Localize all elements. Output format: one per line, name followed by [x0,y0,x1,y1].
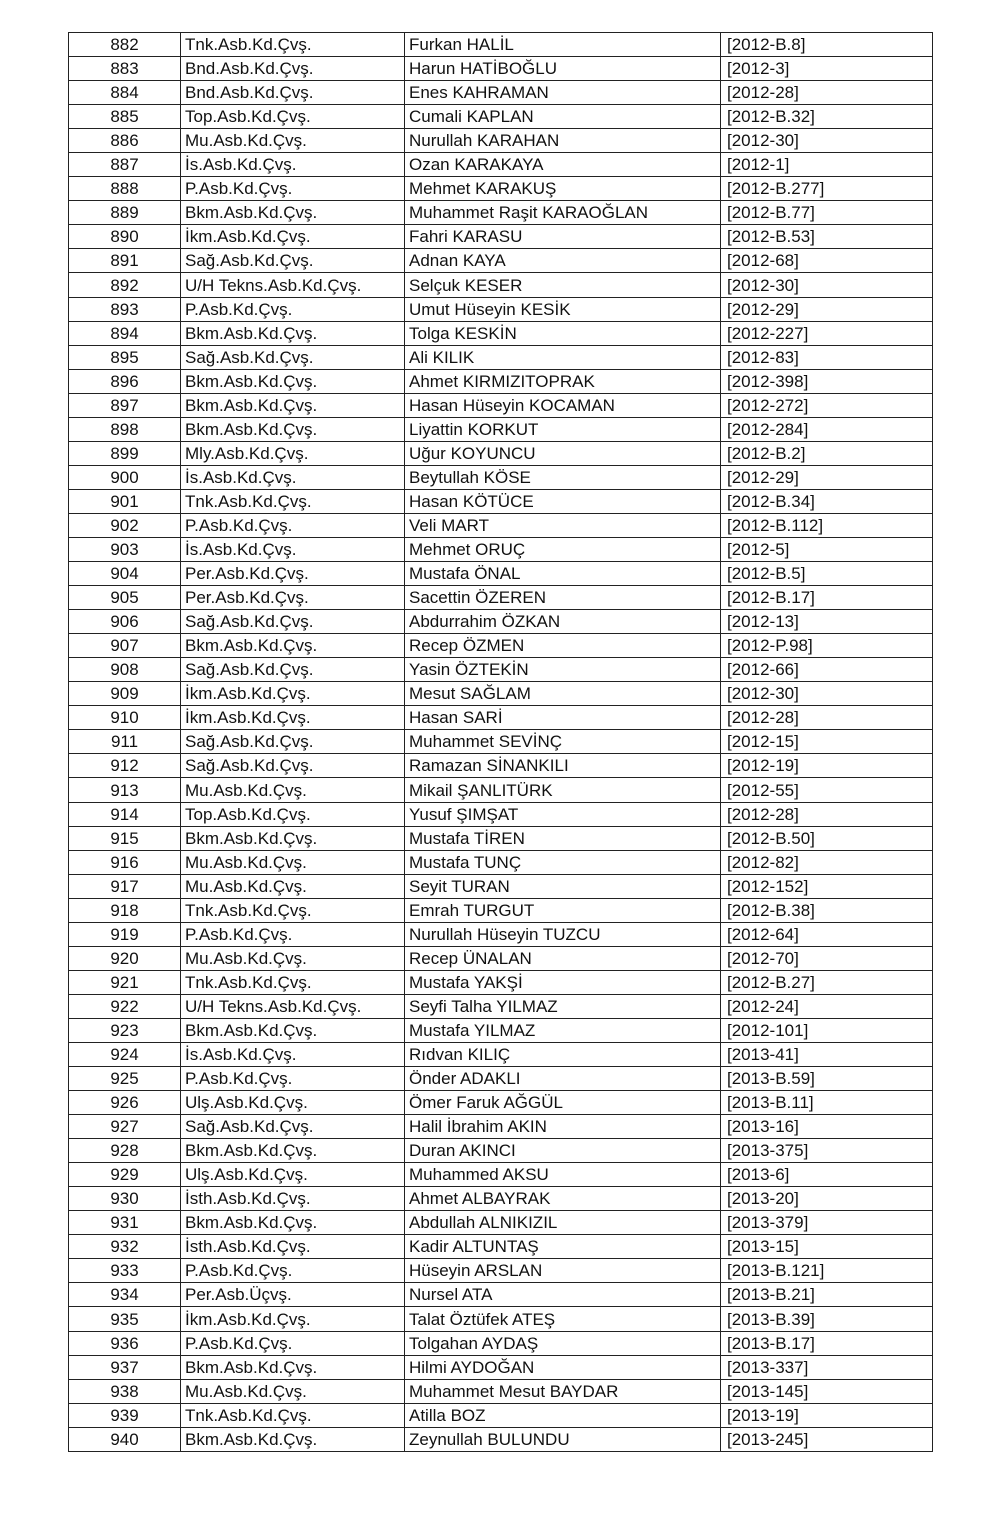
table-row [69,417,933,441]
rank-cell: Mly.Asb.Kd.Çvş. [181,441,405,465]
row-number-cell: 914 [69,802,181,826]
table-row [69,177,933,201]
code-cell: [2012-B.277] [721,177,933,201]
code-cell: [2012-30] [721,129,933,153]
table-row [69,1091,933,1115]
row-number-cell: 917 [69,874,181,898]
code-cell: [2012-64] [721,922,933,946]
name-cell: Hasan KÖTÜCE [405,489,721,513]
personnel-table-body [69,33,933,1452]
code-cell: [2012-28] [721,802,933,826]
code-cell: [2012-29] [721,297,933,321]
rank-cell: U/H Tekns.Asb.Kd.Çvş. [181,273,405,297]
name-cell: Beytullah KÖSE [405,465,721,489]
rank-cell: Tnk.Asb.Kd.Çvş. [181,898,405,922]
row-number-cell: 938 [69,1379,181,1403]
row-number-cell: 926 [69,1091,181,1115]
name-cell: Yusuf ŞIMŞAT [405,802,721,826]
rank-cell: Bkm.Asb.Kd.Çvş. [181,826,405,850]
rank-cell: İs.Asb.Kd.Çvş. [181,537,405,561]
rank-cell: Sağ.Asb.Kd.Çvş. [181,754,405,778]
row-number-cell: 901 [69,489,181,513]
code-cell: [2012-82] [721,850,933,874]
rank-cell: Bkm.Asb.Kd.Çvş. [181,1211,405,1235]
table-row [69,465,933,489]
code-cell: [2012-398] [721,369,933,393]
code-cell: [2012-19] [721,754,933,778]
row-number-cell: 902 [69,513,181,537]
name-cell: Ozan KARAKAYA [405,153,721,177]
name-cell: Mustafa TİREN [405,826,721,850]
code-cell: [2012-227] [721,321,933,345]
table-row [69,1042,933,1066]
code-cell: [2012-152] [721,874,933,898]
name-cell: Mikail ŞANLITÜRK [405,778,721,802]
rank-cell: Mu.Asb.Kd.Çvş. [181,1379,405,1403]
rank-cell: Per.Asb.Kd.Çvş. [181,586,405,610]
row-number-cell: 924 [69,1042,181,1066]
row-number-cell: 882 [69,33,181,57]
row-number-cell: 937 [69,1355,181,1379]
name-cell: Mehmet ORUÇ [405,537,721,561]
rank-cell: Mu.Asb.Kd.Çvş. [181,778,405,802]
table-row [69,1115,933,1139]
row-number-cell: 897 [69,393,181,417]
rank-cell: İkm.Asb.Kd.Çvş. [181,682,405,706]
name-cell: Recep ÖZMEN [405,634,721,658]
code-cell: [2012-B.2] [721,441,933,465]
code-cell: [2012-B.77] [721,201,933,225]
name-cell: Muhammet Mesut BAYDAR [405,1379,721,1403]
table-row [69,489,933,513]
rank-cell: Mu.Asb.Kd.Çvş. [181,874,405,898]
code-cell: [2012-83] [721,345,933,369]
rank-cell: P.Asb.Kd.Çvş. [181,922,405,946]
name-cell: Muhammed AKSU [405,1163,721,1187]
name-cell: Liyattin KORKUT [405,417,721,441]
row-number-cell: 886 [69,129,181,153]
name-cell: Zeynullah BULUNDU [405,1427,721,1451]
table-row [69,393,933,417]
row-number-cell: 919 [69,922,181,946]
table-row [69,826,933,850]
row-number-cell: 923 [69,1018,181,1042]
rank-cell: Per.Asb.Kd.Çvş. [181,562,405,586]
table-row [69,1067,933,1091]
table-row [69,970,933,994]
code-cell: [2012-P.98] [721,634,933,658]
row-number-cell: 903 [69,537,181,561]
table-row [69,706,933,730]
row-number-cell: 889 [69,201,181,225]
code-cell: [2013-245] [721,1427,933,1451]
table-row [69,1379,933,1403]
rank-cell: Bkm.Asb.Kd.Çvş. [181,634,405,658]
table-row [69,57,933,81]
table-row [69,1355,933,1379]
rank-cell: Top.Asb.Kd.Çvş. [181,802,405,826]
row-number-cell: 936 [69,1331,181,1355]
rank-cell: İs.Asb.Kd.Çvş. [181,465,405,489]
row-number-cell: 887 [69,153,181,177]
code-cell: [2012-B.17] [721,586,933,610]
table-row [69,321,933,345]
code-cell: [2012-15] [721,730,933,754]
table-row [69,562,933,586]
rank-cell: Tnk.Asb.Kd.Çvş. [181,489,405,513]
name-cell: Muhammet SEVİNÇ [405,730,721,754]
row-number-cell: 933 [69,1259,181,1283]
rank-cell: İkm.Asb.Kd.Çvş. [181,1307,405,1331]
name-cell: Yasin ÖZTEKİN [405,658,721,682]
table-row [69,634,933,658]
table-row [69,754,933,778]
row-number-cell: 916 [69,850,181,874]
name-cell: Mustafa ÖNAL [405,562,721,586]
row-number-cell: 906 [69,610,181,634]
code-cell: [2012-13] [721,610,933,634]
name-cell: Mehmet KARAKUŞ [405,177,721,201]
code-cell: [2012-70] [721,946,933,970]
row-number-cell: 898 [69,417,181,441]
row-number-cell: 925 [69,1067,181,1091]
code-cell: [2012-B.8] [721,33,933,57]
name-cell: Cumali KAPLAN [405,105,721,129]
rank-cell: P.Asb.Kd.Çvş. [181,177,405,201]
code-cell: [2012-272] [721,393,933,417]
name-cell: Recep ÜNALAN [405,946,721,970]
table-row [69,994,933,1018]
table-row [69,922,933,946]
row-number-cell: 918 [69,898,181,922]
table-row [69,1139,933,1163]
rank-cell: Tnk.Asb.Kd.Çvş. [181,1403,405,1427]
name-cell: Hasan Hüseyin KOCAMAN [405,393,721,417]
code-cell: [2012-3] [721,57,933,81]
row-number-cell: 899 [69,441,181,465]
personnel-table [68,32,933,1452]
rank-cell: Bkm.Asb.Kd.Çvş. [181,1427,405,1451]
name-cell: Kadir ALTUNTAŞ [405,1235,721,1259]
name-cell: Tolga KESKİN [405,321,721,345]
name-cell: Atilla BOZ [405,1403,721,1427]
row-number-cell: 900 [69,465,181,489]
name-cell: Ali KILIK [405,345,721,369]
name-cell: Mustafa YILMAZ [405,1018,721,1042]
row-number-cell: 932 [69,1235,181,1259]
rank-cell: İsth.Asb.Kd.Çvş. [181,1187,405,1211]
rank-cell: Top.Asb.Kd.Çvş. [181,105,405,129]
rank-cell: Sağ.Asb.Kd.Çvş. [181,610,405,634]
rank-cell: İkm.Asb.Kd.Çvş. [181,225,405,249]
name-cell: Abdullah ALNIKIZIL [405,1211,721,1235]
row-number-cell: 891 [69,249,181,273]
name-cell: Veli MART [405,513,721,537]
rank-cell: Bkm.Asb.Kd.Çvş. [181,1139,405,1163]
rank-cell: Ulş.Asb.Kd.Çvş. [181,1091,405,1115]
row-number-cell: 892 [69,273,181,297]
table-row [69,730,933,754]
name-cell: Hüseyin ARSLAN [405,1259,721,1283]
table-row [69,1403,933,1427]
rank-cell: P.Asb.Kd.Çvş. [181,1259,405,1283]
name-cell: Tolgahan AYDAŞ [405,1331,721,1355]
code-cell: [2013-6] [721,1163,933,1187]
row-number-cell: 922 [69,994,181,1018]
table-row [69,946,933,970]
row-number-cell: 883 [69,57,181,81]
row-number-cell: 896 [69,369,181,393]
table-row [69,1259,933,1283]
table-row [69,1018,933,1042]
code-cell: [2013-B.11] [721,1091,933,1115]
table-row [69,105,933,129]
table-row [69,586,933,610]
row-number-cell: 912 [69,754,181,778]
rank-cell: Per.Asb.Üçvş. [181,1283,405,1307]
row-number-cell: 935 [69,1307,181,1331]
code-cell: [2012-B.53] [721,225,933,249]
table-row [69,1283,933,1307]
rank-cell: Bnd.Asb.Kd.Çvş. [181,57,405,81]
code-cell: [2012-1] [721,153,933,177]
name-cell: Mustafa YAKŞİ [405,970,721,994]
row-number-cell: 928 [69,1139,181,1163]
code-cell: [2012-284] [721,417,933,441]
name-cell: Abdurrahim ÖZKAN [405,610,721,634]
table-row [69,1163,933,1187]
table-row [69,1211,933,1235]
name-cell: Seyfi Talha YILMAZ [405,994,721,1018]
name-cell: Mesut SAĞLAM [405,682,721,706]
table-row [69,1187,933,1211]
code-cell: [2013-B.39] [721,1307,933,1331]
name-cell: Adnan KAYA [405,249,721,273]
table-row [69,249,933,273]
row-number-cell: 915 [69,826,181,850]
rank-cell: Sağ.Asb.Kd.Çvş. [181,658,405,682]
row-number-cell: 910 [69,706,181,730]
row-number-cell: 930 [69,1187,181,1211]
code-cell: [2012-B.5] [721,562,933,586]
name-cell: Talat Öztüfek ATEŞ [405,1307,721,1331]
code-cell: [2013-16] [721,1115,933,1139]
name-cell: Fahri KARASU [405,225,721,249]
code-cell: [2012-66] [721,658,933,682]
name-cell: Nurullah Hüseyin TUZCU [405,922,721,946]
table-row [69,201,933,225]
name-cell: Duran AKINCI [405,1139,721,1163]
table-row [69,441,933,465]
code-cell: [2012-30] [721,682,933,706]
rank-cell: Sağ.Asb.Kd.Çvş. [181,730,405,754]
rank-cell: Bkm.Asb.Kd.Çvş. [181,321,405,345]
name-cell: Halil İbrahim AKIN [405,1115,721,1139]
rank-cell: P.Asb.Kd.Çvş. [181,513,405,537]
name-cell: Ramazan SİNANKILI [405,754,721,778]
rank-cell: Tnk.Asb.Kd.Çvş. [181,970,405,994]
code-cell: [2012-B.27] [721,970,933,994]
code-cell: [2012-B.34] [721,489,933,513]
table-row [69,898,933,922]
name-cell: Ahmet KIRMIZITOPRAK [405,369,721,393]
table-row [69,802,933,826]
code-cell: [2012-B.38] [721,898,933,922]
table-row [69,658,933,682]
name-cell: Umut Hüseyin KESİK [405,297,721,321]
rank-cell: Ulş.Asb.Kd.Çvş. [181,1163,405,1187]
row-number-cell: 894 [69,321,181,345]
code-cell: [2013-337] [721,1355,933,1379]
rank-cell: U/H Tekns.Asb.Kd.Çvş. [181,994,405,1018]
rank-cell: İsth.Asb.Kd.Çvş. [181,1235,405,1259]
code-cell: [2013-145] [721,1379,933,1403]
row-number-cell: 909 [69,682,181,706]
table-row [69,369,933,393]
row-number-cell: 907 [69,634,181,658]
code-cell: [2012-55] [721,778,933,802]
table-row [69,682,933,706]
table-row [69,81,933,105]
rank-cell: İkm.Asb.Kd.Çvş. [181,706,405,730]
rank-cell: Bkm.Asb.Kd.Çvş. [181,1018,405,1042]
code-cell: [2012-68] [721,249,933,273]
code-cell: [2012-B.32] [721,105,933,129]
table-row [69,513,933,537]
row-number-cell: 890 [69,225,181,249]
rank-cell: Bkm.Asb.Kd.Çvş. [181,417,405,441]
rank-cell: P.Asb.Kd.Çvş. [181,297,405,321]
name-cell: Hasan SARİ [405,706,721,730]
document-page [68,32,932,1452]
table-row [69,153,933,177]
row-number-cell: 888 [69,177,181,201]
code-cell: [2013-B.59] [721,1067,933,1091]
table-row [69,610,933,634]
code-cell: [2012-28] [721,81,933,105]
rank-cell: Sağ.Asb.Kd.Çvş. [181,249,405,273]
row-number-cell: 895 [69,345,181,369]
code-cell: [2013-379] [721,1211,933,1235]
code-cell: [2012-101] [721,1018,933,1042]
row-number-cell: 939 [69,1403,181,1427]
code-cell: [2012-B.112] [721,513,933,537]
name-cell: Seyit TURAN [405,874,721,898]
row-number-cell: 921 [69,970,181,994]
code-cell: [2013-B.17] [721,1331,933,1355]
table-row [69,778,933,802]
code-cell: [2012-24] [721,994,933,1018]
row-number-cell: 911 [69,730,181,754]
code-cell: [2012-28] [721,706,933,730]
row-number-cell: 934 [69,1283,181,1307]
name-cell: Furkan HALİL [405,33,721,57]
row-number-cell: 905 [69,586,181,610]
row-number-cell: 940 [69,1427,181,1451]
table-row [69,345,933,369]
code-cell: [2012-29] [721,465,933,489]
code-cell: [2013-19] [721,1403,933,1427]
rank-cell: Mu.Asb.Kd.Çvş. [181,946,405,970]
table-row [69,1427,933,1451]
code-cell: [2013-41] [721,1042,933,1066]
name-cell: Mustafa TUNÇ [405,850,721,874]
name-cell: Nursel ATA [405,1283,721,1307]
table-row [69,1235,933,1259]
rank-cell: İs.Asb.Kd.Çvş. [181,153,405,177]
code-cell: [2012-30] [721,273,933,297]
row-number-cell: 931 [69,1211,181,1235]
table-row [69,297,933,321]
name-cell: Enes KAHRAMAN [405,81,721,105]
code-cell: [2013-20] [721,1187,933,1211]
row-number-cell: 913 [69,778,181,802]
name-cell: Rıdvan KILIÇ [405,1042,721,1066]
name-cell: Hilmi AYDOĞAN [405,1355,721,1379]
rank-cell: İs.Asb.Kd.Çvş. [181,1042,405,1066]
rank-cell: Bkm.Asb.Kd.Çvş. [181,369,405,393]
name-cell: Ömer Faruk AĞGÜL [405,1091,721,1115]
row-number-cell: 893 [69,297,181,321]
table-row [69,1331,933,1355]
rank-cell: Bnd.Asb.Kd.Çvş. [181,81,405,105]
rank-cell: Bkm.Asb.Kd.Çvş. [181,1355,405,1379]
name-cell: Ahmet ALBAYRAK [405,1187,721,1211]
table-row [69,225,933,249]
code-cell: [2013-15] [721,1235,933,1259]
code-cell: [2012-5] [721,537,933,561]
code-cell: [2012-B.50] [721,826,933,850]
code-cell: [2013-B.121] [721,1259,933,1283]
name-cell: Uğur KOYUNCU [405,441,721,465]
row-number-cell: 927 [69,1115,181,1139]
rank-cell: P.Asb.Kd.Çvş. [181,1331,405,1355]
table-row [69,33,933,57]
rank-cell: Sağ.Asb.Kd.Çvş. [181,345,405,369]
row-number-cell: 920 [69,946,181,970]
rank-cell: Bkm.Asb.Kd.Çvş. [181,393,405,417]
name-cell: Selçuk KESER [405,273,721,297]
row-number-cell: 908 [69,658,181,682]
name-cell: Emrah TURGUT [405,898,721,922]
name-cell: Harun HATİBOĞLU [405,57,721,81]
row-number-cell: 904 [69,562,181,586]
name-cell: Muhammet Raşit KARAOĞLAN [405,201,721,225]
table-row [69,1307,933,1331]
row-number-cell: 884 [69,81,181,105]
name-cell: Sacettin ÖZEREN [405,586,721,610]
table-row [69,537,933,561]
table-row [69,273,933,297]
rank-cell: Tnk.Asb.Kd.Çvş. [181,33,405,57]
rank-cell: Bkm.Asb.Kd.Çvş. [181,201,405,225]
row-number-cell: 885 [69,105,181,129]
code-cell: [2013-375] [721,1139,933,1163]
code-cell: [2013-B.21] [721,1283,933,1307]
rank-cell: Mu.Asb.Kd.Çvş. [181,129,405,153]
rank-cell: Sağ.Asb.Kd.Çvş. [181,1115,405,1139]
row-number-cell: 929 [69,1163,181,1187]
name-cell: Nurullah KARAHAN [405,129,721,153]
table-row [69,129,933,153]
table-row [69,850,933,874]
name-cell: Önder ADAKLI [405,1067,721,1091]
rank-cell: P.Asb.Kd.Çvş. [181,1067,405,1091]
table-row [69,874,933,898]
rank-cell: Mu.Asb.Kd.Çvş. [181,850,405,874]
